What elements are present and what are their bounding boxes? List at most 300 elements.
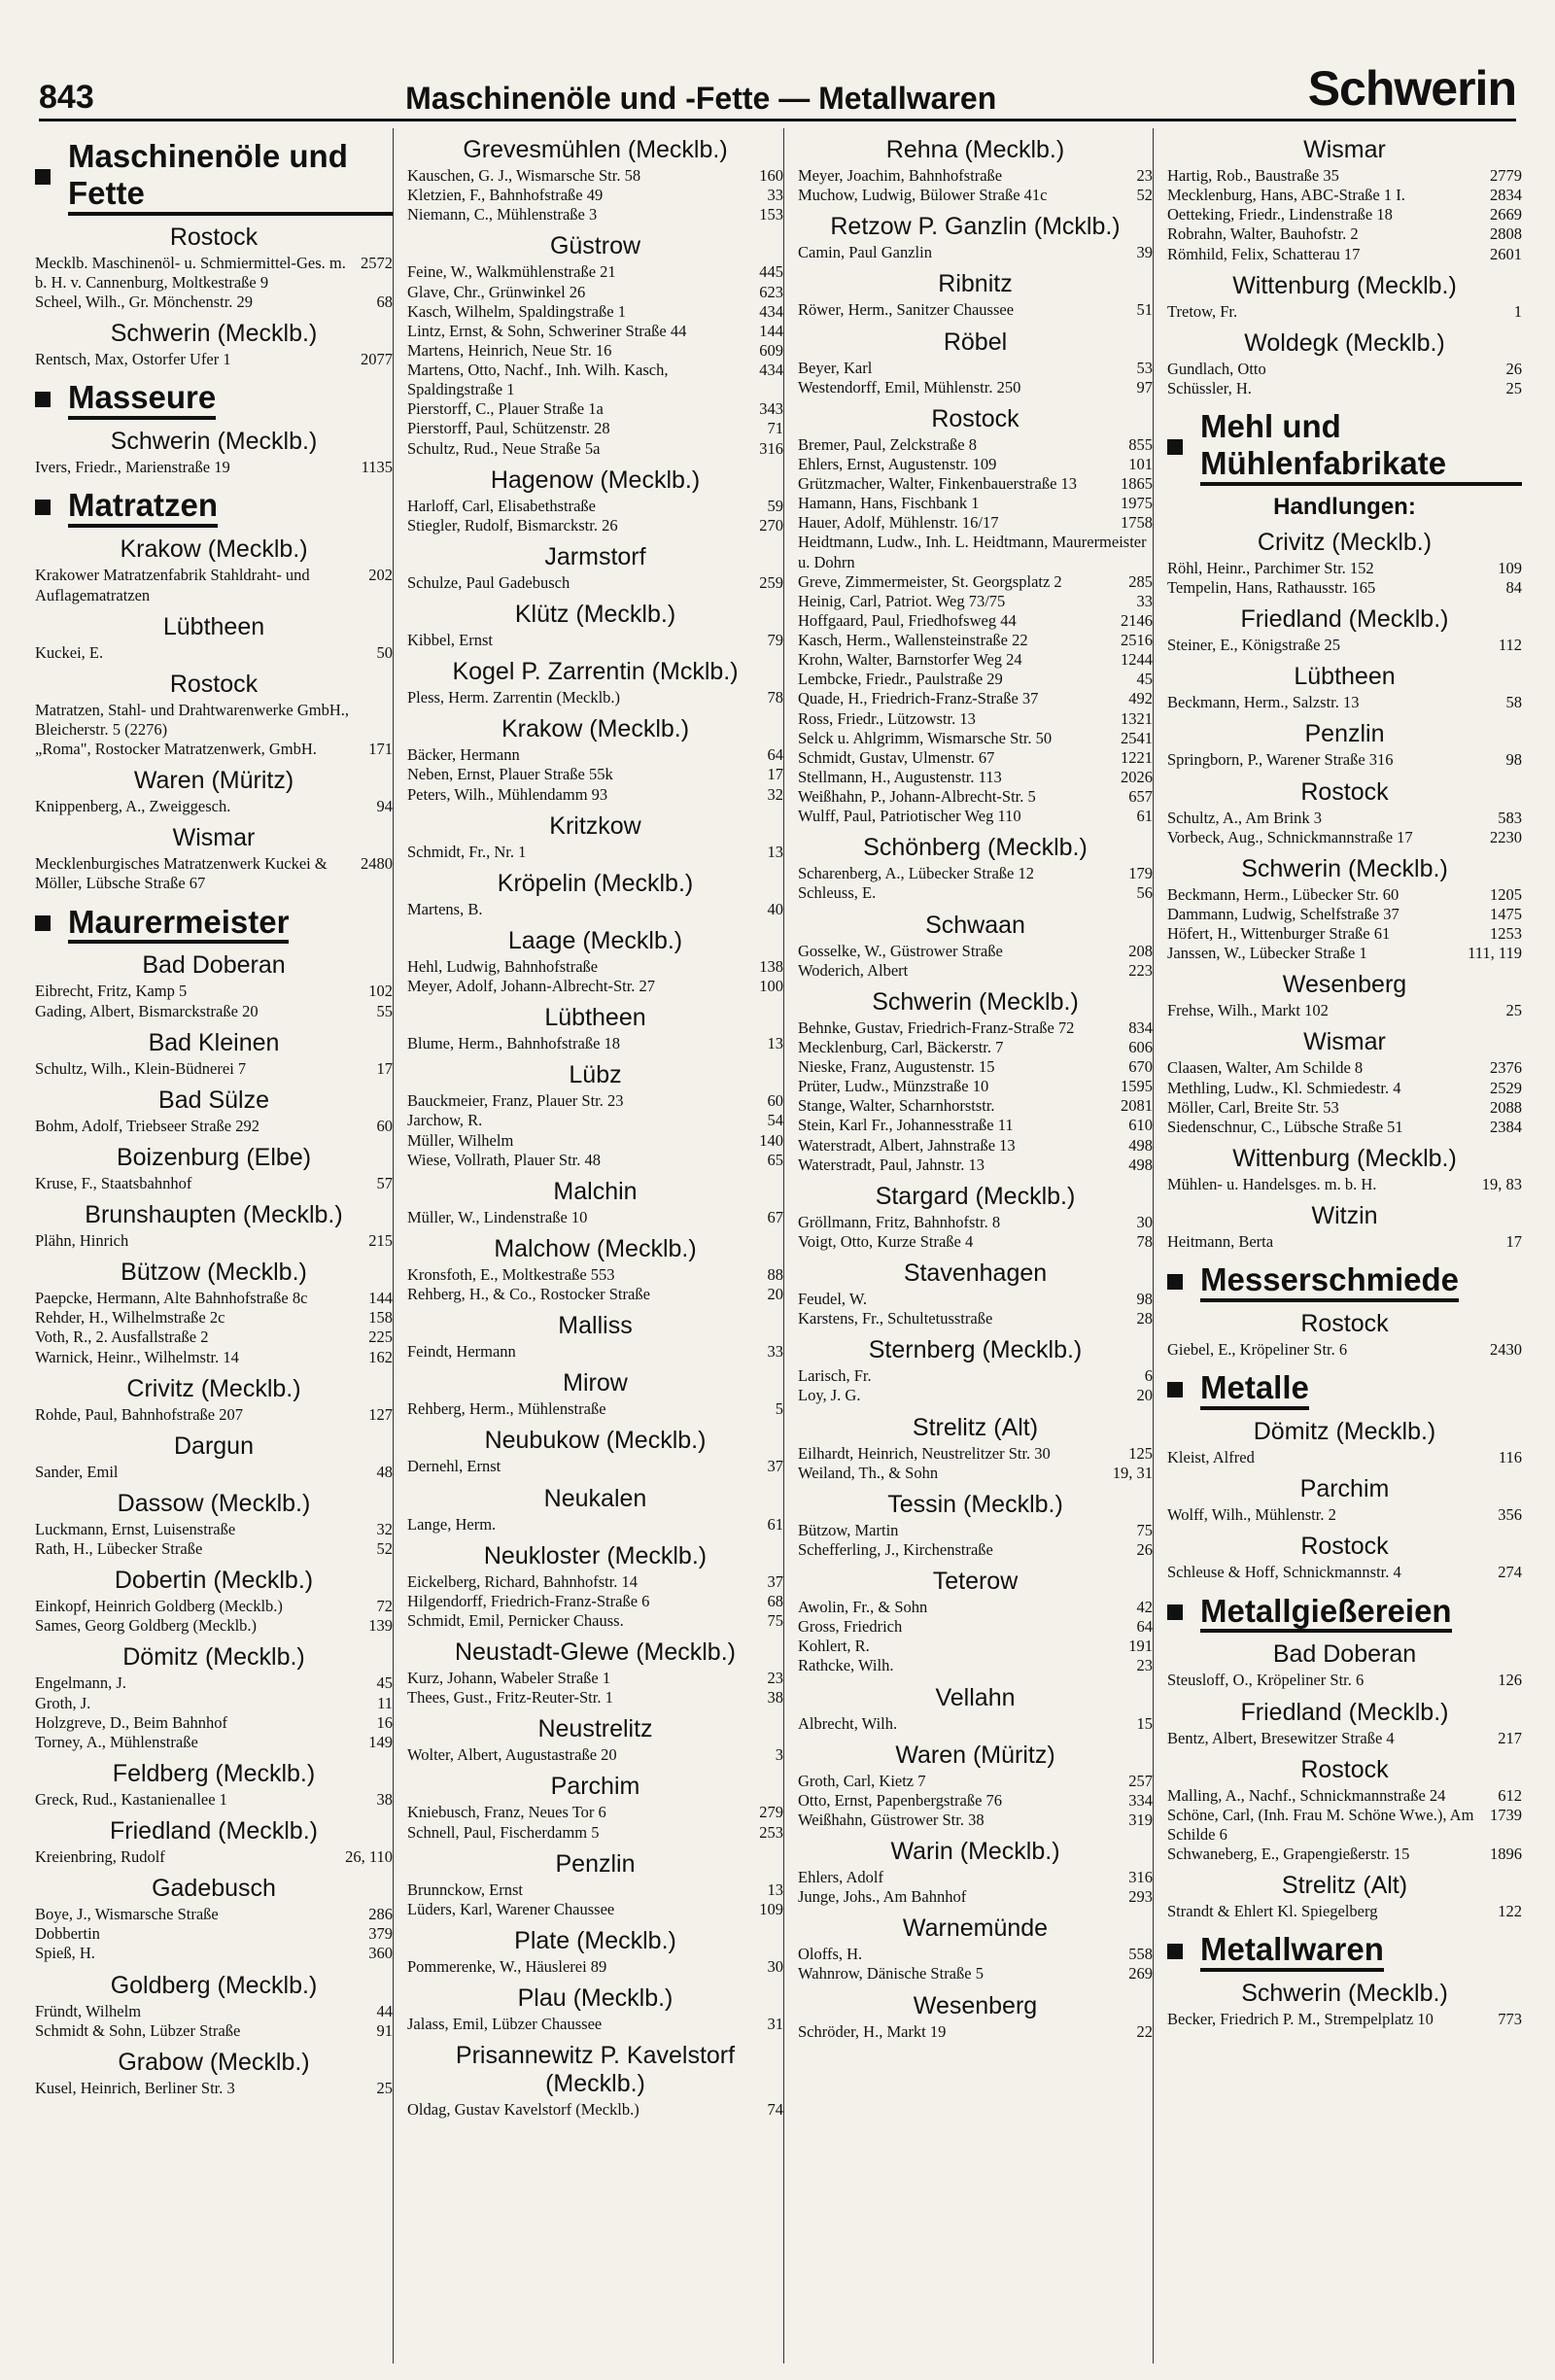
list-item <box>798 1309 1153 1328</box>
place-heading: Parchim <box>550 1773 640 1801</box>
page-header <box>39 60 1516 117</box>
entry-phone: 623 <box>759 282 783 301</box>
list-item <box>407 205 783 224</box>
entry-name: Behnke, Gustav, Friedrich-Franz-Straße 72 <box>798 1018 1075 1037</box>
list-item <box>1167 636 1522 655</box>
entry-phone: 2541 <box>1121 728 1153 747</box>
entry-phone: 45 <box>1136 670 1153 689</box>
entry-phone: 2230 <box>1490 827 1522 846</box>
entry-name: Albrecht, Wilh. <box>798 1713 898 1733</box>
list-item <box>407 1611 783 1631</box>
entry-phone: 55 <box>376 1001 393 1020</box>
list-item <box>407 283 783 302</box>
entry-name: Hehl, Ludwig, Bahnhofstraße <box>407 956 599 976</box>
entry-phone: 2529 <box>1490 1078 1522 1097</box>
place-heading: Wittenburg (Mecklb.) <box>1232 271 1457 299</box>
entry-phone: 25 <box>1505 1001 1522 1020</box>
list-item <box>1167 360 1522 379</box>
entry-phone: 38 <box>376 1789 393 1809</box>
entry-phone: 5 <box>775 1399 783 1419</box>
place-heading: Malchin <box>553 1177 638 1205</box>
list-item <box>1167 905 1522 924</box>
place-heading: Neubukow (Mecklb.) <box>484 1427 707 1455</box>
entry-name: Prüter, Ludw., Münzstraße 10 <box>798 1077 989 1096</box>
list-item <box>1167 693 1522 712</box>
entry-phone: 2601 <box>1490 244 1522 263</box>
list-item <box>35 1289 393 1308</box>
list-item <box>35 1348 393 1367</box>
entry-name: Gundlach, Otto <box>1167 359 1266 378</box>
place-heading: Strelitz (Alt) <box>912 1413 1039 1441</box>
entry-name: Spieß, H. <box>35 1944 95 1963</box>
entry-name: Rehberg, Herm., Mühlenstraße <box>407 1399 606 1419</box>
place-heading: Warnemünde <box>902 1914 1049 1943</box>
list-item <box>1167 379 1522 398</box>
list-item <box>798 300 1153 320</box>
place-heading: Bützow (Mecklb.) <box>121 1259 307 1287</box>
entry-name: Scharenberg, A., Lübecker Straße 12 <box>798 864 1034 883</box>
section-title: Maschinenöle und Fette <box>68 138 393 216</box>
list-item <box>798 474 1153 494</box>
list-item <box>798 572 1153 592</box>
entry-phone: 100 <box>759 977 783 995</box>
entry-name: Mecklb. Maschinenöl- u. Schmiermittel-Ges. m. b. H. v. Cannenburg, Moltkestraße 9 <box>35 253 350 292</box>
entry-name: Wulff, Paul, Patriotischer Weg 110 <box>798 807 1021 826</box>
place-heading: Strelitz (Alt) <box>1281 1872 1408 1900</box>
entry-name: Plähn, Hinrich <box>35 1231 129 1251</box>
list-item <box>407 1745 783 1765</box>
entry-name: Pless, Herm. Zarrentin (Mecklb.) <box>407 688 621 707</box>
entry-name: Schefferling, J., Kirchenstraße <box>798 1539 993 1559</box>
list-item <box>407 1285 783 1304</box>
place-heading: Penzlin <box>1304 720 1385 748</box>
entry-phone: 6 <box>1144 1366 1153 1386</box>
list-item <box>35 1847 393 1867</box>
entry-name: Voth, R., 2. Ausfallstraße 2 <box>35 1328 209 1347</box>
entry-phone: 23 <box>1136 1656 1153 1675</box>
place-heading: Schwerin (Mecklb.) <box>110 320 318 348</box>
place-heading: Warin (Mecklb.) <box>890 1838 1060 1865</box>
entry-phone: 834 <box>1128 1018 1153 1037</box>
list-item <box>798 689 1153 708</box>
list-item <box>407 745 783 765</box>
place-heading: Boizenburg (Elbe) <box>116 1143 312 1171</box>
entry-phone: 202 <box>368 566 393 585</box>
entry-phone: 1475 <box>1490 904 1522 923</box>
list-item <box>407 322 783 341</box>
place-heading: Krakow (Mecklb.) <box>120 535 308 564</box>
entry-phone: 208 <box>1128 941 1153 960</box>
entry-phone: 253 <box>759 1822 783 1842</box>
list-item <box>35 1694 393 1713</box>
entry-phone: 30 <box>767 1956 783 1976</box>
entry-phone: 26 <box>1505 359 1522 378</box>
entry-name: Tempelin, Hans, Rathausstr. 165 <box>1167 578 1376 597</box>
entry-phone: 28 <box>1136 1309 1153 1328</box>
entry-phone: 56 <box>1136 883 1153 903</box>
entry-name: Oetteking, Friedr., Lindenstraße 18 <box>1167 205 1393 224</box>
entry-phone: 583 <box>1498 808 1522 827</box>
list-item <box>798 359 1153 378</box>
entry-phone: 855 <box>1128 434 1153 454</box>
section-heading <box>35 487 393 528</box>
entry-name: Schmidt & Sohn, Lübzer Straße <box>35 2020 241 2040</box>
place-heading: Neukloster (Mecklb.) <box>483 1541 708 1569</box>
list-item <box>407 765 783 784</box>
list-item <box>798 1136 1153 1156</box>
entry-name: Hilgendorff, Friedrich-Franz-Straße 6 <box>407 1591 650 1610</box>
entry-phone: 2081 <box>1121 1096 1153 1116</box>
list-item <box>1167 828 1522 847</box>
entry-name: Niemann, C., Mühlenstraße 3 <box>407 205 598 224</box>
list-item <box>798 455 1153 474</box>
list-item <box>35 1328 393 1347</box>
entry-name: Ross, Friedr., Lützowstr. 13 <box>798 708 976 728</box>
list-item <box>1167 1079 1522 1098</box>
entry-phone: 657 <box>1128 787 1153 806</box>
place-heading: Neukalen <box>543 1484 647 1512</box>
list-item <box>798 533 1153 571</box>
entry-phone: 279 <box>759 1803 783 1822</box>
entry-name: Meyer, Joachim, Bahnhofstraße <box>798 166 1003 185</box>
entry-phone: 68 <box>376 293 393 312</box>
entry-phone: 17 <box>376 1058 393 1078</box>
entry-phone: 434 <box>759 361 783 379</box>
entry-name: Voigt, Otto, Kurze Straße 4 <box>798 1231 974 1251</box>
place-heading: Plate (Mecklb.) <box>514 1926 676 1954</box>
list-item <box>1167 1118 1522 1137</box>
entry-name: Stellmann, H., Augustenstr. 113 <box>798 767 1002 786</box>
list-item <box>35 1539 393 1559</box>
list-item <box>407 1342 783 1362</box>
place-heading: Tessin (Mecklb.) <box>887 1490 1063 1518</box>
entry-phone: 91 <box>376 2020 393 2040</box>
entry-name: Blume, Herm., Bahnhofstraße 18 <box>407 1034 621 1053</box>
entry-name: Stein, Karl Fr., Johannesstraße 11 <box>798 1116 1014 1135</box>
entry-phone: 2077 <box>361 350 393 369</box>
entry-phone: 68 <box>767 1591 783 1610</box>
entry-phone: 20 <box>767 1285 783 1303</box>
entry-phone: 153 <box>759 205 783 224</box>
place-heading: Vellahn <box>935 1683 1016 1711</box>
place-heading: Lübtheen <box>544 1004 646 1032</box>
entry-name: Rath, H., Lübecker Straße <box>35 1539 203 1559</box>
list-item <box>798 1521 1153 1540</box>
list-item <box>35 2002 393 2021</box>
entry-phone: 109 <box>759 1899 783 1918</box>
entry-phone: 1253 <box>1490 924 1522 943</box>
list-item <box>798 1077 1153 1096</box>
entry-name: Bohm, Adolf, Triebseer Straße 292 <box>35 1116 259 1135</box>
list-item <box>35 1463 393 1482</box>
entry-phone: 97 <box>1136 377 1153 397</box>
list-item <box>35 1117 393 1136</box>
place-heading: Wesenberg <box>913 1991 1038 2019</box>
place-heading: Bad Doberan <box>1272 1640 1417 1669</box>
entry-name: Bentz, Albert, Bresewitzer Straße 4 <box>1167 1728 1395 1747</box>
section-title: Mehl und Mühlenfabrikate <box>1200 408 1522 486</box>
entry-phone: 67 <box>767 1207 783 1226</box>
entry-phone: 356 <box>1498 1505 1522 1525</box>
list-item <box>407 1208 783 1227</box>
entry-phone: 37 <box>767 1571 783 1591</box>
list-item <box>798 592 1153 611</box>
entry-phone: 26, 110 <box>345 1847 393 1867</box>
entry-name: Schultz, Rud., Neue Straße 5a <box>407 438 601 458</box>
entry-phone: 52 <box>1136 186 1153 205</box>
entry-name: Hamann, Hans, Fischbank 1 <box>798 494 980 513</box>
entry-name: Martens, Otto, Nachf., Inh. Wilh. Kasch, Spaldingstraße 1 <box>407 361 673 399</box>
list-item <box>798 631 1153 650</box>
entry-name: Schöne, Carl, (Inh. Frau M. Schöne Wwe.), Am Schilde 6 <box>1167 1805 1478 1844</box>
entry-name: Martens, B. <box>407 899 483 918</box>
entry-name: Weißhahn, Güstrower Str. 38 <box>798 1810 985 1829</box>
entry-name: Grützmacher, Walter, Finkenbauerstraße 13 <box>798 474 1078 493</box>
entry-name: Brunnckow, Ernst <box>407 1880 523 1899</box>
column-2 <box>393 128 783 2363</box>
list-item <box>407 341 783 361</box>
list-item <box>1167 1563 1522 1582</box>
entry-phone: 78 <box>767 688 783 707</box>
entry-phone: 445 <box>759 262 783 282</box>
list-item <box>407 1399 783 1419</box>
list-item <box>407 1572 783 1592</box>
entry-phone: 13 <box>767 1034 783 1053</box>
list-item <box>798 2022 1153 2042</box>
entry-name: Luckmann, Ernst, Luisenstraße <box>35 1519 236 1538</box>
list-item <box>35 2079 393 2098</box>
entry-phone: 42 <box>1136 1598 1153 1616</box>
list-item <box>407 1823 783 1843</box>
place-heading: Lübtheen <box>1294 663 1396 691</box>
place-heading: Neustadt-Glewe (Mecklb.) <box>455 1638 736 1666</box>
entry-name: Schmidt, Fr., Nr. 1 <box>407 842 527 861</box>
list-item <box>407 1880 783 1900</box>
entry-phone: 64 <box>767 745 783 765</box>
list-item <box>407 186 783 205</box>
entry-phone: 78 <box>1136 1231 1153 1251</box>
place-heading: Crivitz (Mecklb.) <box>1257 528 1433 556</box>
place-heading: Grabow (Mecklb.) <box>118 2048 310 2076</box>
entry-name: Kibbel, Ernst <box>407 631 493 649</box>
entry-phone: 1221 <box>1121 747 1153 767</box>
list-item <box>798 1617 1153 1637</box>
entry-name: Kniebusch, Franz, Neues Tor 6 <box>407 1803 606 1822</box>
entry-name: Torney, A., Mühlenstraße <box>35 1732 198 1751</box>
entry-name: Kauschen, G. J., Wismarsche Str. 58 <box>407 166 641 185</box>
entry-name: Feudel, W. <box>798 1290 868 1308</box>
section-title: Masseure <box>68 379 216 420</box>
square-bullet-icon <box>35 392 51 407</box>
list-item <box>798 807 1153 826</box>
place-heading: Hagenow (Mecklb.) <box>490 466 701 494</box>
columns <box>35 128 1522 2363</box>
entry-phone: 217 <box>1498 1728 1522 1747</box>
entry-name: Harloff, Carl, Elisabethstraße <box>407 496 596 515</box>
entry-name: Giebel, E., Kröpeliner Str. 6 <box>1167 1340 1348 1360</box>
entry-phone: 274 <box>1498 1563 1522 1582</box>
list-item <box>798 1038 1153 1057</box>
list-item <box>1167 885 1522 905</box>
entry-phone: 25 <box>1505 378 1522 397</box>
entry-name: Weiland, Th., & Sohn <box>798 1463 939 1482</box>
entry-name: Kleist, Alfred <box>1167 1448 1255 1467</box>
list-item <box>35 1405 393 1425</box>
entry-name: „Roma", Rostocker Matratzenwerk, GmbH. <box>35 740 317 758</box>
square-bullet-icon <box>1167 1944 1183 1959</box>
list-item <box>798 1213 1153 1232</box>
place-heading: Bad Sülze <box>158 1086 269 1114</box>
entry-name: Strandt & Ehlert Kl. Spiegelberg <box>1167 1902 1378 1921</box>
entry-phone: 149 <box>368 1732 393 1751</box>
list-item <box>798 1656 1153 1675</box>
entry-name: Kohlert, R. <box>798 1637 870 1656</box>
list-item <box>407 900 783 919</box>
entry-phone: 125 <box>1128 1443 1153 1463</box>
list-item <box>798 1290 1153 1309</box>
list-item <box>35 643 393 663</box>
section-heading <box>1167 1931 1522 1972</box>
entry-phone: 126 <box>1498 1671 1522 1690</box>
list-item <box>35 1905 393 1924</box>
entry-name: Wolff, Wilh., Mühlenstr. 2 <box>1167 1505 1336 1525</box>
entry-name: Dobbertin <box>35 1924 100 1944</box>
entry-name: Schleuse & Hoff, Schnickmannstr. 4 <box>1167 1563 1401 1582</box>
entry-name: Methling, Ludw., Kl. Schmiedestr. 4 <box>1167 1078 1401 1097</box>
list-item <box>798 787 1153 807</box>
entry-phone: 25 <box>376 2078 393 2097</box>
entry-name: Eickelberg, Richard, Bahnhofstr. 14 <box>407 1571 639 1591</box>
list-item <box>407 262 783 282</box>
entry-phone: 2779 <box>1490 166 1522 185</box>
place-heading: Waren (Müritz) <box>895 1741 1055 1769</box>
entry-phone: 127 <box>368 1404 393 1424</box>
section-title: Metallgießereien <box>1200 1593 1452 1634</box>
entry-name: Paepcke, Hermann, Alte Bahnhofstraße 8c <box>35 1289 308 1308</box>
entry-phone: 111, 119 <box>1468 944 1522 963</box>
list-item <box>35 1059 393 1079</box>
place-heading: Waren (Müritz) <box>133 767 294 795</box>
list-item <box>407 1131 783 1151</box>
list-item <box>798 1444 1153 1464</box>
entry-phone: 1865 <box>1121 474 1153 493</box>
entry-phone: 33 <box>1136 591 1153 610</box>
list-item <box>798 942 1153 961</box>
entry-name: Boye, J., Wismarsche Straße <box>35 1905 219 1924</box>
list-item <box>407 573 783 593</box>
list-item <box>1167 166 1522 186</box>
place-heading: Gadebusch <box>152 1875 276 1903</box>
entry-name: Kurz, Johann, Wabeler Straße 1 <box>407 1669 611 1687</box>
list-item <box>798 611 1153 631</box>
entry-name: Mecklenburg, Hans, ABC-Straße 1 I. <box>1167 186 1405 205</box>
entry-phone: 75 <box>1136 1520 1153 1539</box>
list-item <box>1167 1671 1522 1690</box>
section-heading <box>1167 1261 1522 1302</box>
entry-phone: 112 <box>1498 636 1522 655</box>
place-heading: Friedland (Mecklb.) <box>1240 1698 1449 1726</box>
entry-phone: 319 <box>1128 1810 1153 1829</box>
entry-phone: 19, 31 <box>1112 1463 1153 1482</box>
place-heading: Dassow (Mecklb.) <box>117 1489 311 1517</box>
entry-phone: 94 <box>376 797 393 816</box>
entry-name: Woderich, Albert <box>798 960 909 980</box>
entry-name: Greck, Rud., Kastanienallee 1 <box>35 1789 227 1809</box>
place-heading: Dobertin (Mecklb.) <box>114 1567 314 1595</box>
entry-name: Oloffs, H. <box>798 1945 863 1964</box>
entry-phone: 74 <box>767 2100 783 2120</box>
entry-name: Mühlen- u. Handelsges. m. b. H. <box>1167 1174 1377 1193</box>
entry-phone: 1244 <box>1121 650 1153 670</box>
place-heading: Rehna (Mecklb.) <box>885 136 1065 163</box>
place-heading: Bad Doberan <box>142 951 286 980</box>
entry-name: Weißhahn, P., Johann-Albrecht-Str. 5 <box>798 787 1036 806</box>
place-heading: Schwerin (Mecklb.) <box>1241 1980 1448 2008</box>
list-item <box>407 1151 783 1170</box>
entry-name: Müller, W., Lindenstraße 10 <box>407 1207 588 1226</box>
place-heading: Kogel P. Zarrentin (Mcklb.) <box>452 658 739 686</box>
section-heading <box>35 138 393 216</box>
entry-phone: 316 <box>759 438 783 458</box>
entry-name: Bauckmeier, Franz, Plauer Str. 23 <box>407 1091 624 1111</box>
entry-phone: 32 <box>376 1519 393 1538</box>
entry-name: Becker, Friedrich P. M., Strempelplatz 10 <box>1167 2010 1434 2029</box>
entry-name: Schwaneberg, E., Grapengießerstr. 15 <box>1167 1845 1410 1864</box>
entry-phone: 610 <box>1128 1116 1153 1135</box>
entry-name: Stange, Walter, Scharnhorststr. <box>798 1096 995 1116</box>
list-item <box>407 977 783 996</box>
entry-phone: 2834 <box>1490 186 1522 205</box>
entry-name: Rehder, H., Wilhelmstraße 2c <box>35 1308 225 1328</box>
entry-phone: 1135 <box>361 458 393 477</box>
entry-name: Steusloff, O., Kröpeliner Str. 6 <box>1167 1671 1365 1690</box>
place-heading: Retzow P. Ganzlin (Mcklb.) <box>830 213 1121 241</box>
entry-name: Dernehl, Ernst <box>407 1457 501 1476</box>
place-heading: Rostock <box>1300 777 1389 806</box>
entry-name: Eibrecht, Fritz, Kamp 5 <box>35 982 188 1001</box>
list-item <box>1167 578 1522 598</box>
entry-phone: 259 <box>759 572 783 592</box>
entry-phone: 1595 <box>1121 1077 1153 1096</box>
place-heading: Wismar <box>172 824 256 852</box>
subheading: Handlungen: <box>1273 493 1416 520</box>
entry-name: Kasch, Wilhelm, Spaldingstraße 1 <box>407 301 626 321</box>
list-item <box>407 419 783 438</box>
entry-name: Pierstorff, C., Plauer Straße 1a <box>407 399 604 419</box>
entry-name: Schüssler, H. <box>1167 378 1252 397</box>
place-heading: Schwerin (Mecklb.) <box>110 428 318 456</box>
place-heading: Jarmstorf <box>544 542 646 570</box>
list-item <box>798 1714 1153 1734</box>
list-item <box>798 864 1153 883</box>
entry-name: Gading, Albert, Bismarckstraße 20 <box>35 1001 259 1020</box>
entry-name: Jalass, Emil, Lübzer Chaussee <box>407 2015 603 2033</box>
list-item <box>407 497 783 516</box>
place-heading: Goldberg (Mecklb.) <box>110 1971 318 1999</box>
entry-phone: 20 <box>1136 1386 1153 1405</box>
entry-phone: 61 <box>767 1514 783 1534</box>
list-item <box>35 1924 393 1944</box>
list-item <box>798 768 1153 787</box>
entry-phone: 31 <box>767 2015 783 2033</box>
entry-name: Röhl, Heinr., Parchimer Str. 152 <box>1167 558 1374 577</box>
list-item <box>798 435 1153 455</box>
entry-phone: 32 <box>767 784 783 804</box>
entry-phone: 26 <box>1136 1539 1153 1559</box>
section-title: Matratzen <box>68 487 218 528</box>
entry-name: Scheel, Wilh., Gr. Mönchenstr. 29 <box>35 293 254 312</box>
entry-name: Rentsch, Max, Ostorfer Ufer 1 <box>35 350 231 369</box>
